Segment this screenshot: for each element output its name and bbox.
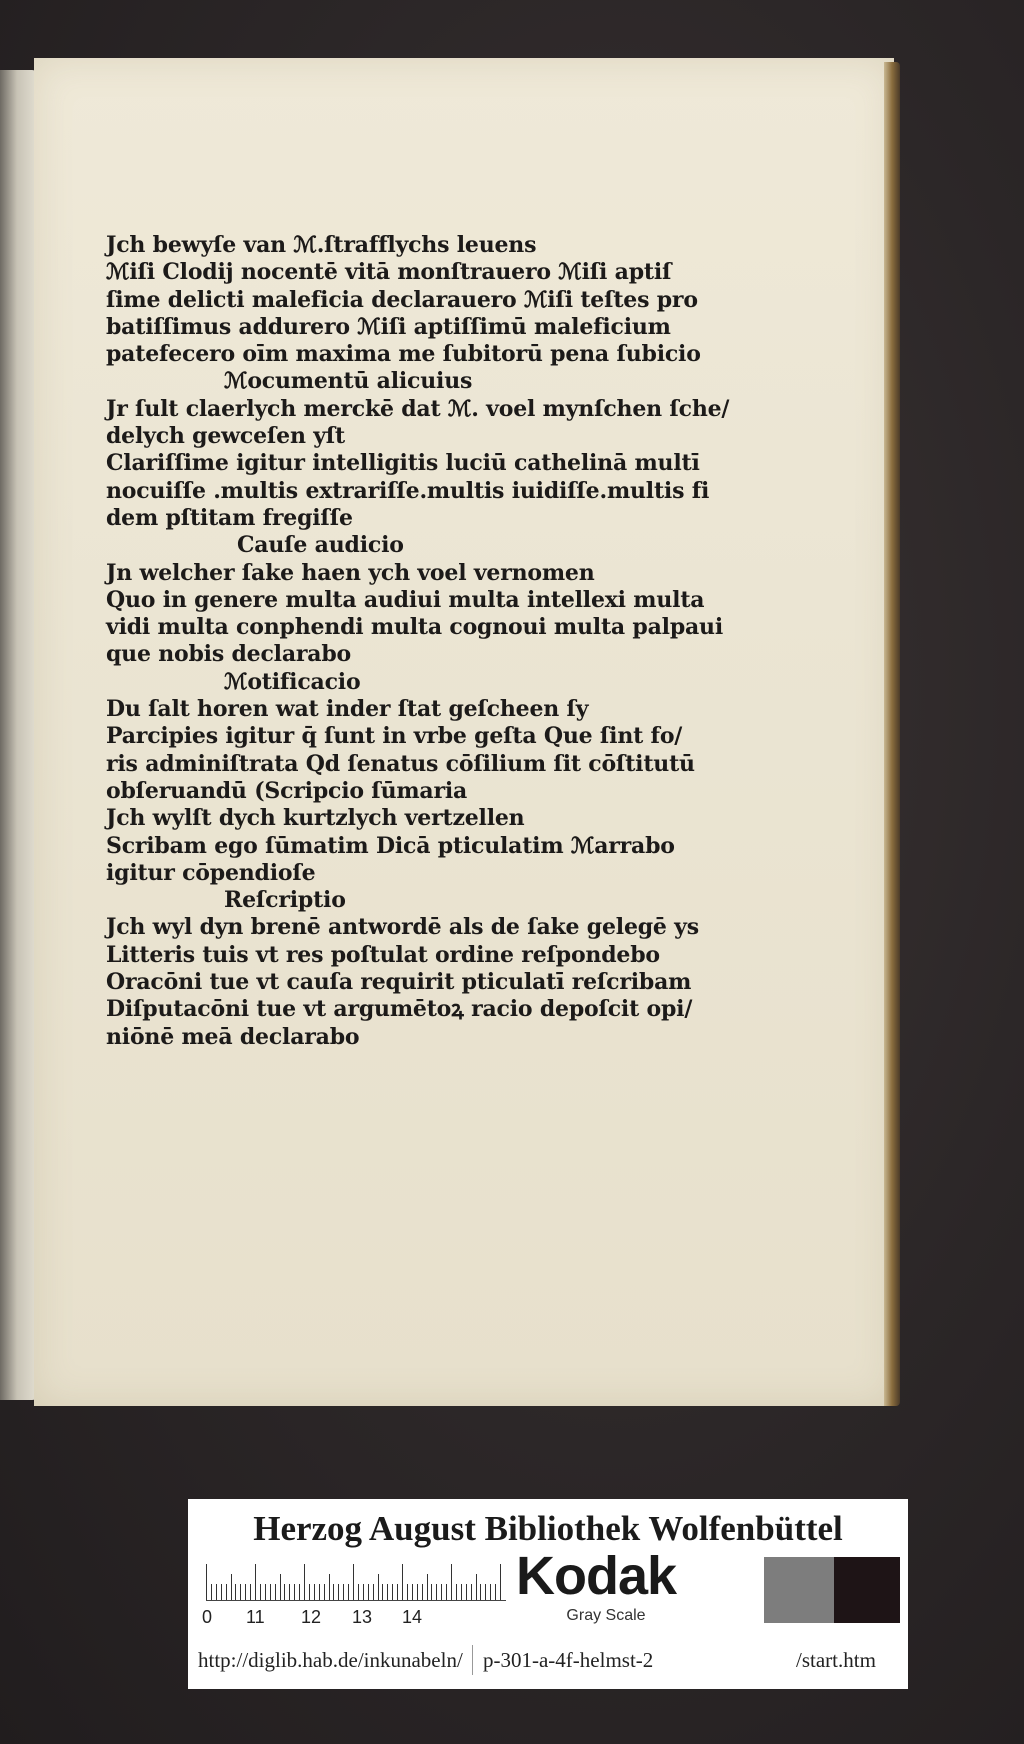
ruler-tick: [353, 1564, 354, 1600]
text-line: nocuiſſe .multis extrariſſe.multis iuidiſſe.multis fi: [106, 477, 710, 504]
facing-page-edge: [0, 70, 38, 1400]
ruler-tick: [289, 1584, 290, 1600]
text-line: Jch bewyſe van ℳ.ſtrafflychs leuens: [106, 232, 537, 258]
section-heading: ℳocumentū alicuius: [224, 368, 473, 395]
ruler-tick: [338, 1584, 339, 1600]
ruler-tick: [206, 1564, 207, 1600]
text-line: Jch wyl dyn brenē antwordē als de ſake gelegē ys: [106, 914, 699, 941]
ruler-tick: [471, 1584, 472, 1600]
ruler-tick: [260, 1584, 261, 1600]
text-line: ℳiſi Clodij nocentē vitā monſtrauero ℳiſi aptiſ: [106, 259, 672, 286]
ruler-tick: [333, 1584, 334, 1600]
ruler-tick: [500, 1564, 501, 1600]
ruler-tick: [231, 1574, 232, 1600]
ruler-tick: [368, 1584, 369, 1600]
ruler-tick: [348, 1584, 349, 1600]
ruler-tick: [373, 1584, 374, 1600]
ruler-tick: [324, 1584, 325, 1600]
ruler-tick: [329, 1574, 330, 1600]
text-line: obſeruandū (Scripcio ſūmaria: [106, 777, 468, 804]
ruler-tick: [299, 1584, 300, 1600]
text-line: Jr ſult claerlych merckē dat ℳ. voel mynſchen ſche/: [106, 395, 730, 422]
ruler-tick: [427, 1574, 428, 1600]
ruler-tick: [250, 1584, 251, 1600]
ruler-tick: [363, 1584, 364, 1600]
ruler-tick: [436, 1584, 437, 1600]
ruler-tick: [495, 1584, 496, 1600]
text-line: Quo in genere multa audiui multa intellexi multa: [106, 586, 705, 613]
ruler-tick: [461, 1584, 462, 1600]
gray-patch-black: [834, 1557, 900, 1623]
ruler-tick: [431, 1584, 432, 1600]
ruler-tick: [451, 1564, 452, 1600]
text-line: Scribam ego ſūmatim Dicā pticulatim ℳarrabo: [106, 832, 675, 859]
ruler-tick: [412, 1584, 413, 1600]
ruler-tick: [485, 1584, 486, 1600]
gray-patch-white: [694, 1557, 764, 1623]
ruler-tick: [240, 1584, 241, 1600]
ruler-labels: [202, 1607, 522, 1629]
ruler-tick: [304, 1564, 305, 1600]
text-line: dem pſtitam fregiſſe: [106, 504, 353, 531]
ruler-tick: [319, 1584, 320, 1600]
color-calibration-card: [188, 1499, 908, 1689]
ruler-tick: [476, 1574, 477, 1600]
ruler-tick: [407, 1584, 408, 1600]
ruler-label: 11: [246, 1607, 265, 1627]
ruler-tick: [221, 1584, 222, 1600]
ruler-label: 13: [352, 1607, 373, 1627]
gray-patch-mid: [764, 1557, 834, 1623]
text-line: Jn welcher ſake haen ych voel vernomen: [106, 559, 595, 586]
text-line: Oracōni tue vt cauſa requirit pticulatī reſcribam: [106, 969, 692, 996]
ruler-tick: [402, 1564, 403, 1600]
ruler-tick: [245, 1584, 246, 1600]
page-fore-edge: [884, 62, 900, 1406]
ruler-tick: [387, 1584, 388, 1600]
ruler-tick: [480, 1584, 481, 1600]
ruler-tick: [265, 1584, 266, 1600]
ruler-tick: [294, 1584, 295, 1600]
ruler-tick: [255, 1564, 256, 1600]
ruler-tick: [358, 1584, 359, 1600]
measurement-ruler: [206, 1562, 506, 1601]
gray-scale-label: Gray Scale: [566, 1607, 646, 1624]
ruler-label: 12: [301, 1607, 322, 1627]
ruler-tick: [343, 1584, 344, 1600]
ruler-label: 14: [402, 1607, 423, 1627]
ruler-tick: [441, 1584, 442, 1600]
text-line: vidi multa conphendi multa cognoui multa palpaui: [106, 614, 724, 641]
section-heading: Reſcriptio: [224, 887, 346, 914]
ruler-tick: [392, 1584, 393, 1600]
text-line: niōnē meā declarabo: [106, 1023, 360, 1050]
text-line: batiſſimus addurero ℳiſi aptiſſimū maleficium: [106, 313, 671, 340]
ruler-tick: [456, 1584, 457, 1600]
ruler-tick: [382, 1584, 383, 1600]
text-line: Du ſalt horen wat inder ſtat geſcheen ſy: [106, 696, 589, 723]
section-heading: Cauſe audicio: [237, 532, 404, 559]
section-heading: ℳotificacio: [224, 668, 361, 695]
text-line: ris adminiſtrata Qd ſenatus cōſilium ſit cōſtitutū: [106, 750, 695, 777]
ruler-tick: [270, 1584, 271, 1600]
ruler-tick: [216, 1584, 217, 1600]
text-line: ſime delicti maleficia declarauero ℳiſi teſtes pro: [106, 286, 698, 313]
ruler-tick: [422, 1584, 423, 1600]
printed-text-block: [106, 232, 730, 1051]
ruler-tick: [275, 1584, 276, 1600]
ruler-tick: [490, 1584, 491, 1600]
ruler-tick: [378, 1574, 379, 1600]
ruler-tick: [309, 1584, 310, 1600]
ruler-tick: [314, 1584, 315, 1600]
text-line: Diſputacōni tue vt argumētoꝝ racio depoſcit opi/: [106, 996, 693, 1023]
text-line: Clariſſime igitur intelligitis luciū cathelinā multī: [106, 450, 700, 477]
ruler-tick: [235, 1584, 236, 1600]
text-line: delych gewceſen yſt: [106, 423, 346, 450]
ruler-tick: [284, 1584, 285, 1600]
ruler-tick: [446, 1584, 447, 1600]
ruler-tick: [280, 1574, 281, 1600]
source-url-bar: [188, 1639, 908, 1683]
kodak-logo: Kodak: [516, 1546, 677, 1606]
ruler-tick: [226, 1584, 227, 1600]
url-id: p-301-a-4f-helmst-2: [472, 1645, 653, 1675]
text-line: Parcipies igitur q̄ ſunt in vrbe geſta Que ſint fo/: [106, 723, 683, 750]
ruler-label: 0: [202, 1607, 213, 1627]
ruler-tick: [397, 1584, 398, 1600]
text-line: patefecero oīm maxima me ſubitorū pena ſubicio: [106, 341, 701, 368]
text-line: Litteris tuis vt res poſtulat ordine reſpondebo: [106, 941, 660, 968]
text-line: igitur cōpendioſe: [106, 859, 316, 886]
text-line: que nobis declarabo: [106, 641, 351, 668]
text-line: Jch wylſt dych kurtzlych vertzellen: [106, 805, 525, 832]
ruler-tick: [211, 1584, 212, 1600]
ruler-tick: [466, 1584, 467, 1600]
library-name: Herzog August Bibliothek Wolfenbüttel: [253, 1509, 843, 1548]
url-end: /start.htm: [796, 1645, 876, 1675]
ruler-tick: [417, 1584, 418, 1600]
url-base-link[interactable]: http://diglib.hab.de/inkunabeln/: [198, 1645, 463, 1675]
